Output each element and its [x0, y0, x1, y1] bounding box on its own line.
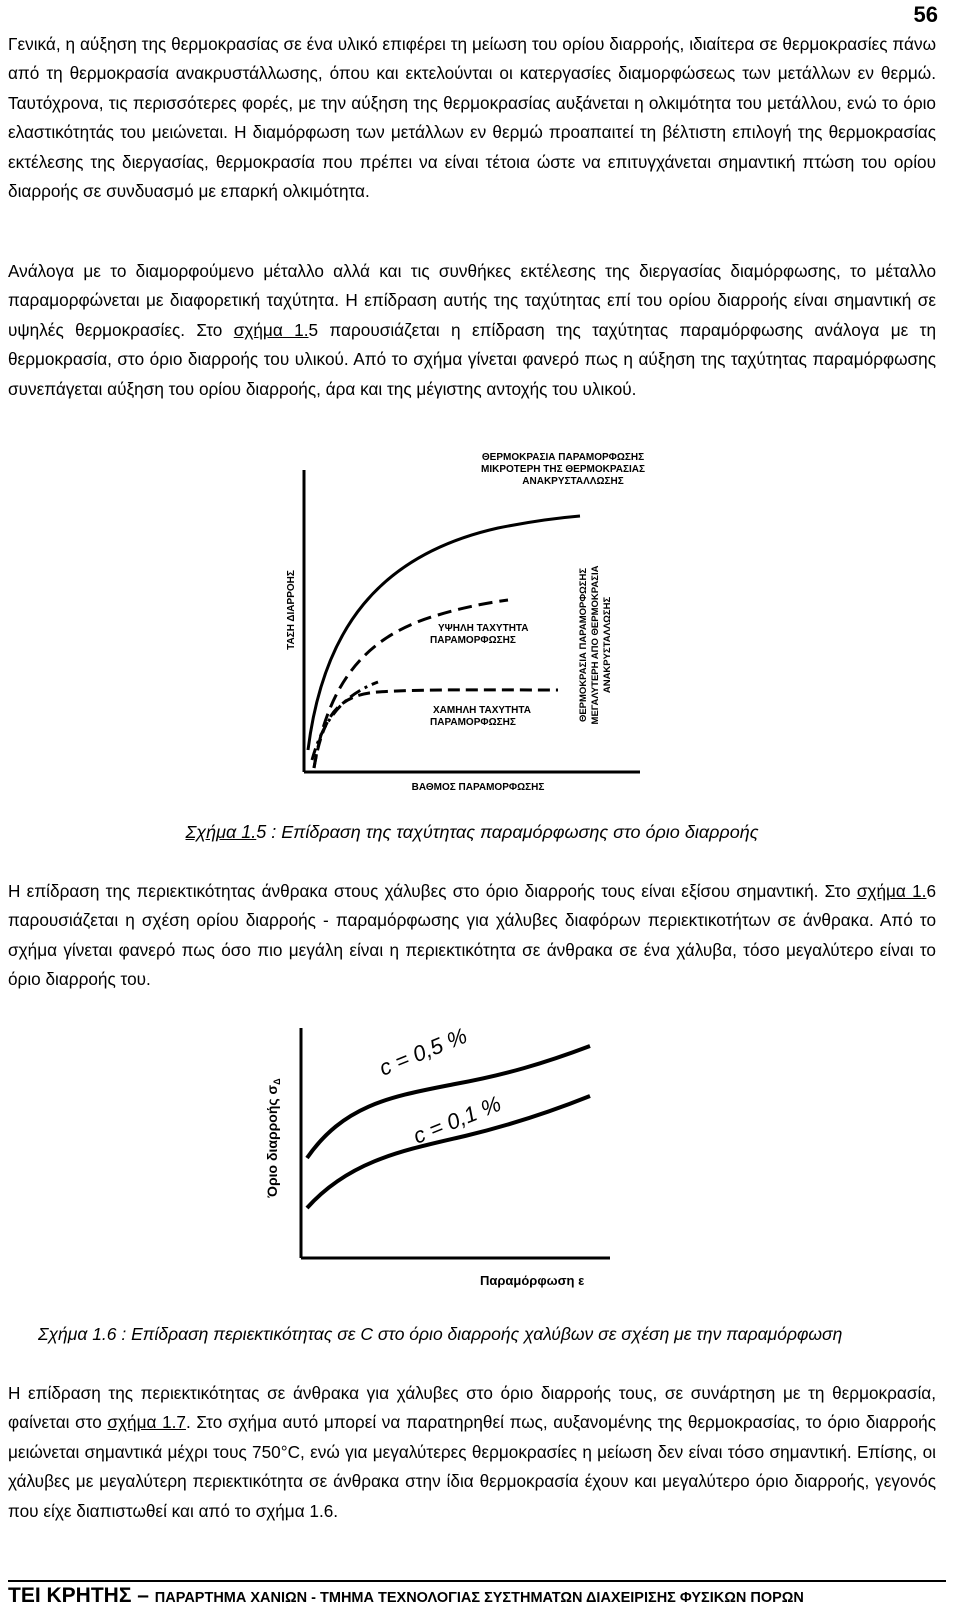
figure-1-5-high-rate-label-line-2: ΠΑΡΑΜΟΡΦΩΣΗΣ: [430, 635, 516, 646]
page-number: 56: [913, 2, 938, 27]
paragraph-4-text-end: . Στο σχήμα αυτό μπορεί να παρατηρηθεί πως, αυξανομένης της θερμοκρασίας, το όριο διαρροής μειώνεται σημαντικά μέχρι τους 750°C, ενώ για μεγαλύτερες θερμοκρασίες η μείωση δεν είναι τόσο σημαντική. Επίσης, οι χάλυβες με μεγαλύτερη περιεκτικότητα σε άνθρακα στην ίδια θερμοκρασία έχουν και μεγαλύτερο όριο διαρροής, γεγονός που είχε διαπιστωθεί και από το σχήμα 1.6.: [8, 1412, 936, 1521]
figure-1-5-top-label-line-1: ΘΕΡΜΟΚΡΑΣΙΑ ΠΑΡΑΜΟΡΦΩΣΗΣ: [481, 452, 645, 463]
paragraph-1: Γενικά, η αύξηση της θερμοκρασίας σε ένα υλικό επιφέρει τη μείωση του ορίου διαρροής, ιδιαίτερα σε θερμοκρασίες πάνω από τη θερμοκρασία ανακρυστάλλωσης, όπου και εκτελούνται οι κατεργασίες διαμορφώσεως των μετάλλων εν θερμώ. Ταυτόχρονα, τις περισσότερες φορές, με την αύξηση της θερμοκρασίας αυξάνεται η ολκιμότητα του μετάλλου, ενώ το όριο ελαστικότητάς του μειώνεται. Η διαμόρφωση των μετάλλων εν θερμώ προαπαιτεί τη βέλτιστη επιλογή της θερμοκρασίας εκτέλεσης της διεργασίας, θερμοκρασία που πρέπει να είναι τέτοια ώστε να επιτυγχάνεται σημαντική πτώση του ορίου διαρροής σε συνδυασμό με επαρκή ολκιμότητα.: [8, 34, 936, 202]
footer: [8, 1584, 804, 1608]
figure-1-6-label-c-0-1: c = 0,1 %: [409, 1090, 505, 1149]
figure-1-5-y-axis-label: ΤΑΣΗ ΔΙΑΡΡΟΗΣ: [286, 570, 297, 650]
figure-1-5-side-label-line-2: ΜΕΓΑΛΥΤΕΡΗ ΑΠΟ ΘΕΡΜΟΚΡΑΣΙΑ: [590, 565, 601, 725]
figure-1-5-side-label-line-3: ΑΝΑΚΡΥΣΤΑΛΛΩΣΗΣ: [602, 596, 613, 694]
footer-dash: –: [131, 1584, 155, 1607]
figure-1-6-y-axis-label-sub: Δ: [272, 1078, 282, 1085]
figure-1-5-side-label-line-1: ΘΕΡΜΟΚΡΑΣΙΑ ΠΑΡΑΜΟΡΦΩΣΗΣ: [578, 567, 589, 723]
figure-1-5-x-axis-label: ΒΑΘΜΟΣ ΠΑΡΑΜΟΡΦΩΣΗΣ: [411, 782, 545, 793]
paragraph-2: [8, 257, 936, 404]
figure-1-5-low-rate-label-line-2: ΠΑΡΑΜΟΡΦΩΣΗΣ: [430, 717, 516, 728]
footer-department: ΠΑΡΑΡΤΗΜΑ ΧΑΝΙΩΝ - ΤΜΗΜΑ ΤΕΧΝΟΛΟΓΙΑΣ ΣΥΣΤΗΜΑΤΩΝ ΔΙΑΧΕΙΡΙΣΗΣ ΦΥΣΙΚΩΝ ΠΟΡΩΝ: [154, 1590, 804, 1606]
paragraph-3: [8, 877, 936, 995]
footer-rule: [8, 1580, 946, 1582]
figure-1-6-caption: Σχήμα 1.6 : Επίδραση περιεκτικότητας σε C στο όριο διαρροής χαλύβων σε σχέση με την παραμόρφωση: [38, 1324, 843, 1344]
figure-1-6-y-axis-label: [264, 1078, 282, 1199]
paragraph-2-text-end: 5 παρουσιάζεται η επίδραση της ταχύτητας παραμόρφωσης ανάλογα με τη θερμοκρασία, στο όριο διαρροής του υλικού. Από το σχήμα γίνεται φανερό πως η αύξηση της ταχύτητας παραμόρφωσης συνεπάγεται αύξηση του ορίου διαρροής, άρα και της μέγιστης αντοχής του υλικού.: [8, 319, 937, 399]
figure-1-6-label-c-0-5: c = 0,5 %: [375, 1022, 471, 1081]
paragraph-4-text-start: Η επίδραση της περιεκτικότητας σε άνθρακα για χάλυβες στο όριο διαρροής τους, σε συνάρτηση με τη θερμοκρασία, φαίνεται στο: [8, 1383, 936, 1433]
figure-1-5-top-label-line-2: ΜΙΚΡΟΤΕΡΗ ΤΗΣ ΘΕΡΜΟΚΡΑΣΙΑΣ: [481, 464, 645, 475]
paragraph-2-text-start: Ανάλογα με το διαμορφούμενο μέταλλο αλλά και τις συνθήκες εκτέλεσης της διεργασίας διαμόρφωσης, το μέταλλο παραμορφώνεται με διαφορετική ταχύτητα. Η επίδραση αυτής της ταχύτητας επί του ορίου διαρροής είναι σημαντική σε υψηλές θερμοκρασίες. Στο: [8, 261, 936, 340]
footer-institution: ΤΕΙ ΚΡΗΤΗΣ: [8, 1584, 132, 1607]
figure-1-7-link[interactable]: σχήμα 1.7: [107, 1412, 186, 1433]
paragraph-4: [8, 1379, 936, 1526]
figure-1-6-y-axis-label-text: Όριο διαρροής σ: [264, 1084, 280, 1198]
figure-1-5-low-rate-label-line-1: ΧΑΜΗΛΗ ΤΑΧΥΤΗΤΑ: [433, 705, 531, 716]
paragraph-3-text-end: 6 παρουσιάζεται η σχέση ορίου διαρροής - παραμόρφωσης για χάλυβες διαφόρων περιεκτικοτήτων σε άνθρακα. Από το σχήμα γίνεται φανερό πως όσο πιο μεγάλη είναι η περιεκτικότητα σε άνθρακα σε ένα χάλυβα, τόσο μεγαλύτερο είναι το όριο διαρροής του.: [8, 881, 936, 990]
figure-1-6-chart: [255, 1018, 625, 1293]
figure-1-5-high-rate-label-line-1: ΥΨΗΛΗ ΤΑΧΥΤΗΤΑ: [438, 623, 529, 634]
figure-1-5-caption: [8, 822, 936, 843]
figure-1-6-x-axis-label: Παραμόρφωση ε: [480, 1273, 585, 1288]
figure-1-5-top-label-line-3: ΑΝΑΚΡΥΣΤΑΛΛΩΣΗΣ: [522, 476, 624, 487]
figure-1-5-curve-low-rate: [314, 690, 558, 768]
figure-1-5-chart: [268, 450, 663, 795]
paragraph-3-text-start: Η επίδραση της περιεκτικότητας άνθρακα στους χάλυβες στο όριο διαρροής τους είναι εξίσου σημαντική. Στο: [8, 881, 857, 901]
figure-1-5-caption-number: Σχήμα 1.: [185, 822, 257, 842]
figure-1-6-link[interactable]: σχήμα 1.: [856, 881, 927, 901]
figure-1-5-caption-text: 5 : Επίδραση της ταχύτητας παραμόρφωσης στο όριο διαρροής: [256, 822, 759, 842]
figure-1-5-link[interactable]: σχήμα 1.: [233, 319, 309, 340]
